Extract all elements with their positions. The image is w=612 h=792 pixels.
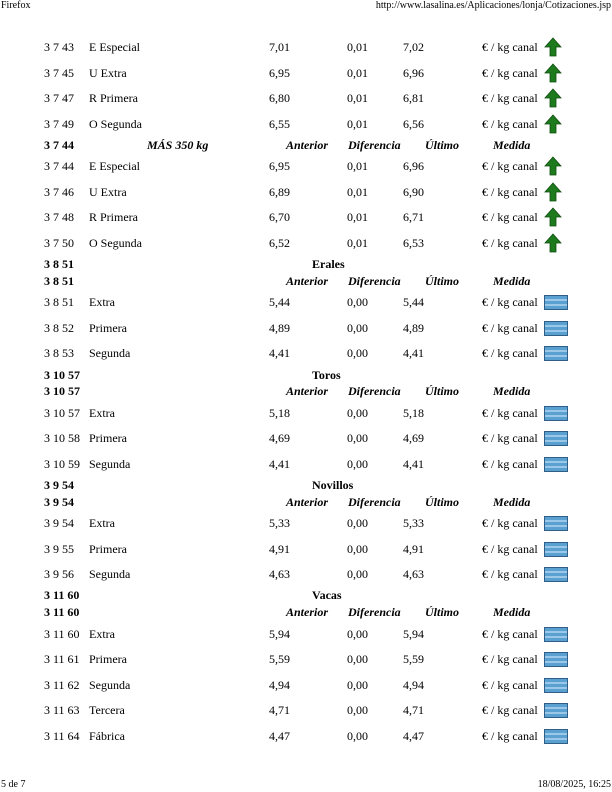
column-header-difference: Diferencia — [348, 138, 401, 152]
latest-price: 4,41 — [403, 346, 424, 360]
latest-price: 6,96 — [403, 66, 424, 80]
up-arrow-icon — [544, 156, 562, 180]
section-title: Erales — [312, 257, 345, 271]
latest-price: 5,44 — [403, 295, 424, 309]
previous-price: 5,18 — [269, 406, 290, 420]
page-url: http://www.lasalina.es/Aplicaciones/lonja/Cotizaciones.jsp — [375, 0, 611, 11]
unit-label: € / kg canal — [482, 66, 538, 80]
price-difference: 0,00 — [347, 431, 368, 445]
price-difference: 0,00 — [347, 627, 368, 641]
up-arrow-icon — [544, 182, 562, 206]
unit-label: € / kg canal — [482, 295, 538, 309]
latest-price: 6,56 — [403, 117, 424, 131]
group-code: 3 11 60 — [44, 605, 80, 619]
column-header-unit: Medida — [493, 495, 531, 509]
price-difference: 0,00 — [347, 703, 368, 717]
product-name: O Segunda — [89, 236, 142, 250]
unit-label: € / kg canal — [482, 210, 538, 224]
previous-price: 4,91 — [269, 542, 290, 556]
product-code: 3 7 43 — [44, 40, 74, 54]
price-difference: 0,00 — [347, 295, 368, 309]
print-timestamp: 18/08/2025, 16:25 — [537, 779, 611, 790]
unit-label: € / kg canal — [482, 703, 538, 717]
column-header-difference: Diferencia — [348, 384, 401, 398]
previous-price: 4,71 — [269, 703, 290, 717]
product-code: 3 7 46 — [44, 185, 74, 199]
price-difference: 0,01 — [347, 210, 368, 224]
price-difference: 0,00 — [347, 346, 368, 360]
product-name: Extra — [89, 627, 115, 641]
unit-label: € / kg canal — [482, 567, 538, 581]
column-header-unit: Medida — [493, 605, 531, 619]
column-header-latest: Último — [425, 495, 460, 509]
product-name: Segunda — [89, 567, 131, 581]
product-name: E Especial — [89, 159, 140, 173]
latest-price: 4,91 — [403, 542, 424, 556]
column-header-latest: Último — [425, 274, 460, 288]
up-arrow-icon — [544, 88, 562, 112]
unit-label: € / kg canal — [482, 91, 538, 105]
previous-price: 6,70 — [269, 210, 290, 224]
latest-price: 4,47 — [403, 729, 424, 743]
flat-icon — [544, 295, 568, 314]
latest-price: 6,90 — [403, 185, 424, 199]
flat-icon — [544, 627, 568, 646]
product-name: E Especial — [89, 40, 140, 54]
column-header-previous: Anterior — [286, 384, 329, 398]
column-header-difference: Diferencia — [348, 274, 401, 288]
unit-label: € / kg canal — [482, 542, 538, 556]
latest-price: 6,81 — [403, 91, 424, 105]
latest-price: 6,96 — [403, 159, 424, 173]
flat-icon — [544, 516, 568, 535]
unit-label: € / kg canal — [482, 627, 538, 641]
column-header-unit: Medida — [493, 138, 531, 152]
column-header-difference: Diferencia — [348, 605, 401, 619]
previous-price: 4,94 — [269, 678, 290, 692]
price-difference: 0,01 — [347, 117, 368, 131]
latest-price: 5,59 — [403, 652, 424, 666]
up-arrow-icon — [544, 207, 562, 231]
product-code: 3 9 56 — [44, 567, 74, 581]
flat-icon — [544, 346, 568, 365]
product-name: Primera — [89, 321, 127, 335]
price-difference: 0,00 — [347, 406, 368, 420]
product-code: 3 11 63 — [44, 703, 80, 717]
group-code: 3 8 51 — [44, 257, 74, 271]
previous-price: 6,55 — [269, 117, 290, 131]
previous-price: 6,52 — [269, 236, 290, 250]
column-header-unit: Medida — [493, 274, 531, 288]
product-name: Tercera — [89, 703, 125, 717]
previous-price: 6,89 — [269, 185, 290, 199]
product-name: Primera — [89, 431, 127, 445]
weight-class-label: MÁS 350 kg — [147, 138, 209, 152]
unit-label: € / kg canal — [482, 678, 538, 692]
unit-label: € / kg canal — [482, 431, 538, 445]
latest-price: 4,71 — [403, 703, 424, 717]
unit-label: € / kg canal — [482, 321, 538, 335]
price-difference: 0,01 — [347, 185, 368, 199]
price-difference: 0,01 — [347, 40, 368, 54]
product-code: 3 7 47 — [44, 91, 74, 105]
price-difference: 0,01 — [347, 236, 368, 250]
product-code: 3 10 58 — [44, 431, 80, 445]
previous-price: 4,69 — [269, 431, 290, 445]
product-name: Primera — [89, 542, 127, 556]
product-code: 3 7 50 — [44, 236, 74, 250]
previous-price: 5,94 — [269, 627, 290, 641]
product-name: Extra — [89, 516, 115, 530]
flat-icon — [544, 567, 568, 586]
unit-label: € / kg canal — [482, 185, 538, 199]
latest-price: 6,71 — [403, 210, 424, 224]
price-difference: 0,00 — [347, 652, 368, 666]
flat-icon — [544, 652, 568, 671]
price-difference: 0,00 — [347, 678, 368, 692]
group-code: 3 8 51 — [44, 274, 74, 288]
product-code: 3 7 49 — [44, 117, 74, 131]
column-header-latest: Último — [425, 384, 460, 398]
price-difference: 0,00 — [347, 729, 368, 743]
product-name: R Primera — [89, 91, 138, 105]
product-code: 3 11 61 — [44, 652, 80, 666]
column-header-latest: Último — [425, 138, 460, 152]
up-arrow-icon — [544, 114, 562, 138]
unit-label: € / kg canal — [482, 406, 538, 420]
latest-price: 4,41 — [403, 457, 424, 471]
unit-label: € / kg canal — [482, 652, 538, 666]
page-counter: 5 de 7 — [1, 779, 26, 790]
product-name: Extra — [89, 406, 115, 420]
previous-price: 6,95 — [269, 66, 290, 80]
product-name: Primera — [89, 652, 127, 666]
column-header-previous: Anterior — [286, 274, 329, 288]
column-header-difference: Diferencia — [348, 495, 401, 509]
product-code: 3 8 51 — [44, 295, 74, 309]
previous-price: 5,44 — [269, 295, 290, 309]
previous-price: 7,01 — [269, 40, 290, 54]
price-difference: 0,00 — [347, 542, 368, 556]
price-difference: 0,01 — [347, 91, 368, 105]
price-difference: 0,01 — [347, 66, 368, 80]
price-difference: 0,00 — [347, 321, 368, 335]
flat-icon — [544, 321, 568, 340]
group-code: 3 9 54 — [44, 478, 74, 492]
price-difference: 0,01 — [347, 159, 368, 173]
product-code: 3 8 53 — [44, 346, 74, 360]
latest-price: 7,02 — [403, 40, 424, 54]
product-name: Fábrica — [89, 729, 125, 743]
previous-price: 4,89 — [269, 321, 290, 335]
product-code: 3 11 64 — [44, 729, 80, 743]
flat-icon — [544, 729, 568, 748]
latest-price: 4,89 — [403, 321, 424, 335]
latest-price: 5,18 — [403, 406, 424, 420]
product-name: Extra — [89, 295, 115, 309]
product-code: 3 7 45 — [44, 66, 74, 80]
up-arrow-icon — [544, 233, 562, 257]
flat-icon — [544, 406, 568, 425]
unit-label: € / kg canal — [482, 159, 538, 173]
previous-price: 4,63 — [269, 567, 290, 581]
column-header-previous: Anterior — [286, 495, 329, 509]
column-header-latest: Último — [425, 605, 460, 619]
unit-label: € / kg canal — [482, 346, 538, 360]
latest-price: 4,94 — [403, 678, 424, 692]
group-code: 3 10 57 — [44, 368, 80, 382]
flat-icon — [544, 431, 568, 450]
previous-price: 4,41 — [269, 457, 290, 471]
product-name: Segunda — [89, 678, 131, 692]
price-difference: 0,00 — [347, 516, 368, 530]
section-title: Novillos — [312, 478, 354, 492]
unit-label: € / kg canal — [482, 40, 538, 54]
previous-price: 4,47 — [269, 729, 290, 743]
previous-price: 6,95 — [269, 159, 290, 173]
product-name: U Extra — [89, 185, 127, 199]
product-code: 3 11 60 — [44, 627, 80, 641]
group-code: 3 7 44 — [44, 138, 74, 152]
latest-price: 4,63 — [403, 567, 424, 581]
flat-icon — [544, 457, 568, 476]
product-code: 3 9 55 — [44, 542, 74, 556]
latest-price: 5,94 — [403, 627, 424, 641]
product-code: 3 7 44 — [44, 159, 74, 173]
product-name: Segunda — [89, 457, 131, 471]
up-arrow-icon — [544, 63, 562, 87]
flat-icon — [544, 678, 568, 697]
product-code: 3 7 48 — [44, 210, 74, 224]
flat-icon — [544, 703, 568, 722]
column-header-unit: Medida — [493, 384, 531, 398]
previous-price: 4,41 — [269, 346, 290, 360]
previous-price: 5,59 — [269, 652, 290, 666]
unit-label: € / kg canal — [482, 516, 538, 530]
column-header-previous: Anterior — [286, 605, 329, 619]
section-title: Vacas — [312, 588, 342, 602]
product-code: 3 10 59 — [44, 457, 80, 471]
unit-label: € / kg canal — [482, 729, 538, 743]
flat-icon — [544, 542, 568, 561]
unit-label: € / kg canal — [482, 236, 538, 250]
product-name: O Segunda — [89, 117, 142, 131]
product-code: 3 9 54 — [44, 516, 74, 530]
up-arrow-icon — [544, 37, 562, 61]
product-code: 3 10 57 — [44, 406, 80, 420]
price-difference: 0,00 — [347, 457, 368, 471]
latest-price: 4,69 — [403, 431, 424, 445]
unit-label: € / kg canal — [482, 457, 538, 471]
previous-price: 6,80 — [269, 91, 290, 105]
product-name: Segunda — [89, 346, 131, 360]
price-difference: 0,00 — [347, 567, 368, 581]
group-code: 3 11 60 — [44, 588, 80, 602]
product-code: 3 8 52 — [44, 321, 74, 335]
product-name: U Extra — [89, 66, 127, 80]
product-code: 3 11 62 — [44, 678, 80, 692]
group-code: 3 9 54 — [44, 495, 74, 509]
browser-name: Firefox — [1, 0, 31, 11]
latest-price: 5,33 — [403, 516, 424, 530]
group-code: 3 10 57 — [44, 384, 80, 398]
column-header-previous: Anterior — [286, 138, 329, 152]
latest-price: 6,53 — [403, 236, 424, 250]
previous-price: 5,33 — [269, 516, 290, 530]
section-title: Toros — [312, 368, 341, 382]
product-name: R Primera — [89, 210, 138, 224]
unit-label: € / kg canal — [482, 117, 538, 131]
